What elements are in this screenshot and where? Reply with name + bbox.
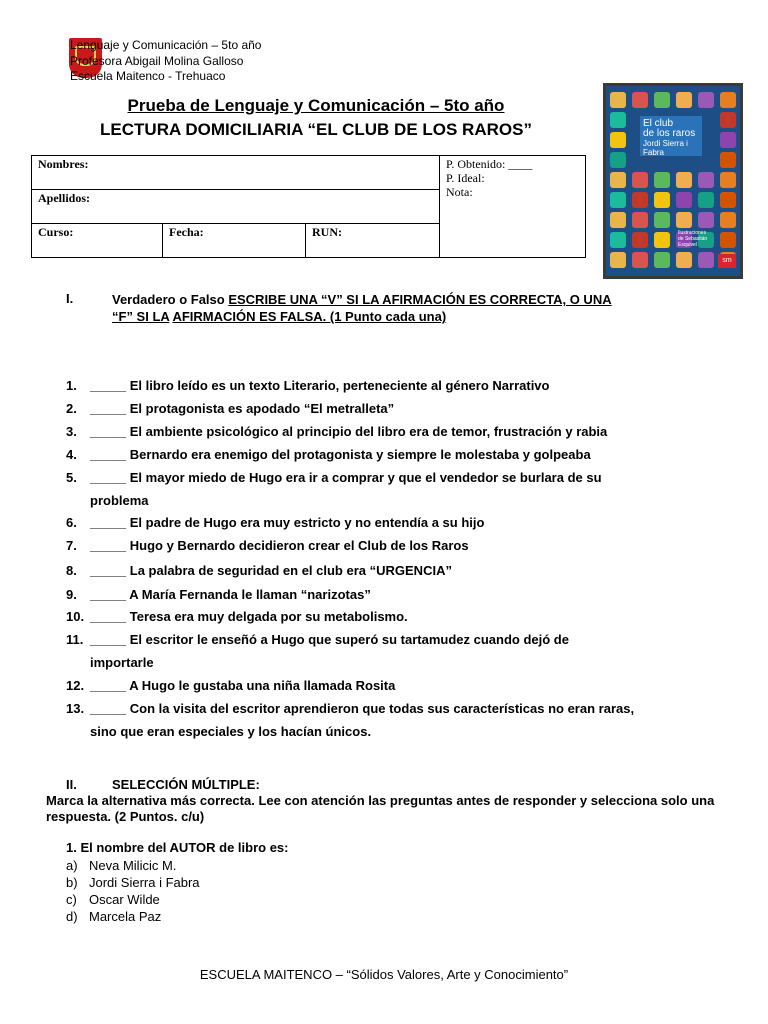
nombres-field[interactable]: Nombres: bbox=[32, 156, 440, 190]
score-box bbox=[440, 156, 586, 258]
item-text: _____ La palabra de seguridad en el club era “URGENCIA” bbox=[90, 563, 452, 578]
item-number: 2. bbox=[66, 401, 77, 416]
cover-character-tile bbox=[654, 192, 670, 208]
item-text: _____ El ambiente psicológico al principio del libro era de temor, frustración y rabia bbox=[90, 424, 608, 439]
cover-character-tile bbox=[654, 212, 670, 228]
section1-text-underlined: ESCRIBE UNA “V” SI LA AFIRMACIÓN ES CORRECTA, O UNA “F” SI LA bbox=[112, 292, 612, 324]
true-false-item[interactable] bbox=[66, 374, 736, 397]
cover-character-tile bbox=[720, 92, 736, 108]
cover-title-panel bbox=[640, 116, 702, 156]
test-subtitle: LECTURA DOMICILIARIA “EL CLUB DE LOS RAROS” bbox=[100, 120, 532, 139]
item-number: 1. bbox=[66, 378, 77, 393]
cover-character-tile bbox=[610, 232, 626, 248]
cover-character-tile bbox=[610, 152, 626, 168]
item-text-continued: importarle bbox=[90, 655, 154, 670]
item-number: 3. bbox=[66, 424, 77, 439]
section2-number: II. bbox=[66, 777, 77, 792]
cover-title-line: El club bbox=[643, 118, 674, 129]
curso-field[interactable]: Curso: bbox=[32, 223, 163, 257]
footer-motto: ESCUELA MAITENCO – “Sólidos Valores, Arte y Conocimiento” bbox=[199, 967, 569, 982]
item-text: _____ Teresa era muy delgada por su metabolismo. bbox=[90, 609, 408, 624]
cover-illus-line: Ilustraciones bbox=[678, 230, 707, 236]
cover-illustrator bbox=[678, 230, 718, 248]
cover-author: Jordi Sierra i Fabra bbox=[643, 139, 688, 157]
option-text: Oscar Wilde bbox=[89, 892, 160, 907]
cover-character-tile bbox=[698, 172, 714, 188]
true-false-item[interactable] bbox=[66, 697, 736, 743]
section2-title: SELECCIÓN MÚLTIPLE: bbox=[112, 777, 260, 792]
item-text: _____ Bernardo era enemigo del protagonista y siempre le molestaba y golpeaba bbox=[90, 447, 591, 462]
cover-character-tile bbox=[632, 172, 648, 188]
cover-character-tile bbox=[676, 172, 692, 188]
item-text: _____ El protagonista es apodado “El metralleta” bbox=[90, 401, 395, 416]
cover-character-tile bbox=[676, 192, 692, 208]
true-false-item[interactable] bbox=[66, 511, 736, 534]
true-false-item[interactable] bbox=[66, 397, 736, 420]
option-text: Neva Milicic M. bbox=[89, 858, 177, 873]
test-title: Prueba de Lenguaje y Comunicación – 5to año bbox=[127, 96, 505, 115]
run-field[interactable]: RUN: bbox=[306, 223, 440, 257]
item-number: 10. bbox=[66, 609, 85, 624]
cover-character-tile bbox=[632, 92, 648, 108]
cover-character-tile bbox=[720, 152, 736, 168]
cover-character-tile bbox=[698, 192, 714, 208]
item-number: 7. bbox=[66, 538, 77, 553]
cover-character-tile bbox=[654, 232, 670, 248]
item-text: _____ El escritor le enseñó a Hugo que superó su tartamudez cuando dejó de bbox=[90, 632, 569, 647]
section1-heading bbox=[112, 291, 632, 325]
option-letter: a) bbox=[66, 858, 78, 873]
apellidos-field[interactable]: Apellidos: bbox=[32, 190, 440, 223]
true-false-item[interactable] bbox=[66, 534, 736, 557]
cover-character-tile bbox=[720, 132, 736, 148]
cover-character-tile bbox=[676, 92, 692, 108]
item-text: _____ A Hugo le gustaba una niña llamada Rosita bbox=[90, 678, 396, 693]
cover-character-tile bbox=[720, 112, 736, 128]
true-false-item[interactable] bbox=[66, 559, 736, 582]
true-false-item[interactable] bbox=[66, 466, 736, 512]
cover-character-tile bbox=[632, 252, 648, 268]
cover-character-tile bbox=[610, 192, 626, 208]
item-text-continued: problema bbox=[90, 493, 149, 508]
cover-character-tile bbox=[610, 212, 626, 228]
answer-option[interactable] bbox=[66, 908, 161, 925]
school-info bbox=[70, 38, 261, 85]
option-letter: d) bbox=[66, 909, 78, 924]
item-number: 13. bbox=[66, 701, 85, 716]
cover-character-tile bbox=[720, 192, 736, 208]
cover-character-tile bbox=[676, 212, 692, 228]
item-number: 8. bbox=[66, 563, 77, 578]
section1-text-underlined: AFIRMACIÓN ES FALSA. (1 Punto cada una) bbox=[172, 309, 447, 324]
nota: Nota: bbox=[446, 185, 473, 199]
item-number: 6. bbox=[66, 515, 77, 530]
item-number: 5. bbox=[66, 470, 77, 485]
p-ideal: P. Ideal: bbox=[446, 171, 485, 185]
cover-character-tile bbox=[654, 252, 670, 268]
option-letter: b) bbox=[66, 875, 78, 890]
cover-character-tile bbox=[698, 252, 714, 268]
item-text: _____ El padre de Hugo era muy estricto y no entendía a su hijo bbox=[90, 515, 485, 530]
option-text: Marcela Paz bbox=[89, 909, 162, 924]
cover-character-tile bbox=[610, 132, 626, 148]
item-text: _____ El mayor miedo de Hugo era ir a comprar y que el vendedor se burlara de su bbox=[90, 470, 602, 485]
section2-instructions: Marca la alternativa más correcta. Lee con atención las preguntas antes de responder y selecciona solo una respuesta. (2 Puntos. c/u) bbox=[46, 793, 715, 824]
item-text: _____ Con la visita del escritor aprendieron que todas sus características no eran raras, bbox=[90, 701, 635, 716]
option-text: Jordi Sierra i Fabra bbox=[89, 875, 200, 890]
cover-character-tile bbox=[698, 92, 714, 108]
cover-character-tile bbox=[632, 192, 648, 208]
section1-number: I. bbox=[66, 291, 74, 306]
cover-character-tile bbox=[632, 232, 648, 248]
cover-character-tile bbox=[654, 172, 670, 188]
cover-title-line: de los raros bbox=[643, 128, 696, 139]
p-obtenido: P. Obtenido: ____ bbox=[446, 157, 533, 171]
cover-character-tile bbox=[610, 252, 626, 268]
cover-character-tile bbox=[698, 212, 714, 228]
student-info-table bbox=[31, 155, 586, 258]
section1-text: Verdadero o Falso bbox=[112, 292, 229, 307]
cover-character-tile bbox=[610, 112, 626, 128]
item-number: 11. bbox=[66, 632, 84, 647]
item-number: 4. bbox=[66, 447, 77, 462]
item-text: _____ El libro leído es un texto Literario, perteneciente al género Narrativo bbox=[90, 378, 550, 393]
cover-character-tile bbox=[676, 252, 692, 268]
item-number: 12. bbox=[66, 678, 85, 693]
true-false-item[interactable] bbox=[66, 628, 736, 674]
answer-option[interactable] bbox=[66, 857, 176, 874]
cover-character-tile bbox=[610, 92, 626, 108]
book-cover-image bbox=[603, 83, 743, 279]
cover-character-tile bbox=[654, 92, 670, 108]
item-number: 9. bbox=[66, 587, 77, 602]
school-line: Escuela Maitenco - Trehuaco bbox=[70, 69, 226, 83]
school-line: Profesora Abigail Molina Galloso bbox=[70, 53, 244, 68]
school-line: Lenguaje y Comunicación – 5to año bbox=[70, 38, 262, 52]
true-false-item[interactable] bbox=[66, 674, 736, 697]
cover-character-tile bbox=[720, 172, 736, 188]
question-1: 1. El nombre del AUTOR de libro es: bbox=[66, 840, 289, 855]
true-false-item[interactable] bbox=[66, 583, 736, 606]
true-false-item[interactable] bbox=[66, 420, 736, 443]
cover-character-tile bbox=[720, 232, 736, 248]
answer-option[interactable] bbox=[66, 891, 160, 908]
fecha-field[interactable]: Fecha: bbox=[163, 223, 306, 257]
true-false-item[interactable] bbox=[66, 443, 736, 466]
answer-option[interactable] bbox=[66, 874, 200, 891]
cover-character-tile bbox=[720, 212, 736, 228]
item-text: _____ Hugo y Bernardo decidieron crear el Club de los Raros bbox=[90, 538, 469, 553]
option-letter: c) bbox=[66, 892, 77, 907]
item-text-continued: sino que eran especiales y los hacían únicos. bbox=[90, 724, 372, 739]
cover-illus-line: de Sebastián Esquivel bbox=[678, 236, 708, 248]
item-text: _____ A María Fernanda le llaman “narizotas” bbox=[90, 587, 371, 602]
publisher-logo: sm bbox=[718, 254, 736, 268]
cover-character-tile bbox=[610, 172, 626, 188]
true-false-item[interactable] bbox=[66, 605, 736, 628]
cover-character-tile bbox=[632, 212, 648, 228]
